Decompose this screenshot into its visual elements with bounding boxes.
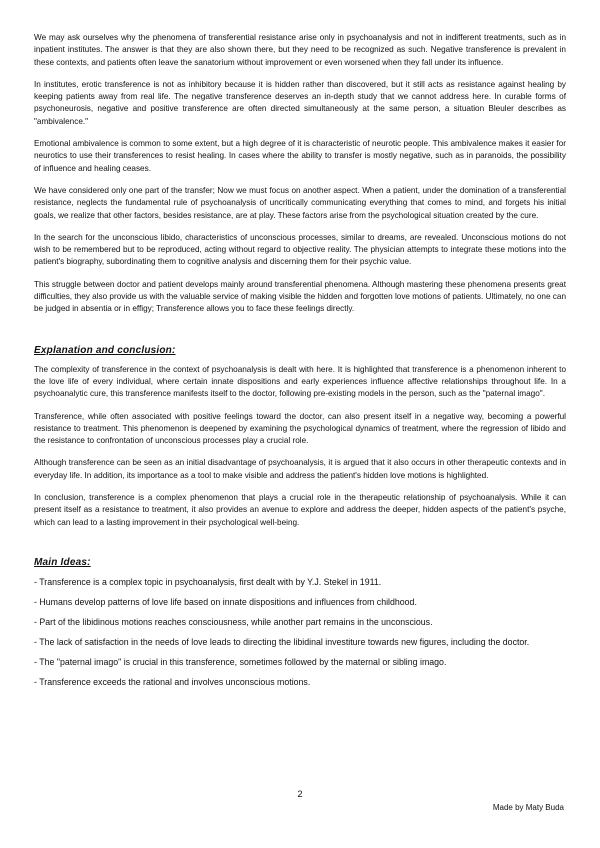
main-idea-item: - The lack of satisfaction in the needs of love leads to directing the libidinal investiture towards new figures, including the doctor. xyxy=(34,636,530,647)
explanation-paragraph: In conclusion, transference is a complex phenomenon that plays a crucial role in the therapeutic relationship of psychoanalysis. While it can present itself as a resistance to treatment, it also provides an avenue to explore and address the deeper, hidden aspects of the patient's psyche, which can lead to a lasting improvement in their psychological well-being. xyxy=(34,493,566,527)
author-credit: Made by Maty Buda xyxy=(492,803,564,812)
main-ideas-heading: Main Ideas: xyxy=(34,556,91,568)
explanation-paragraph: The complexity of transference in the context of psychoanalysis is dealt with here. It is highlighted that transference is a phenomenon inherent to the love life of every individual, where certain innate dispositions and early experiences influence affective relationships throughout life. In a psychoanalytic cure, this transference manifests itself to the doctor, following pre-existing models in the person, such as the "paternal imago". xyxy=(34,364,566,399)
body-paragraph: We have considered only one part of the transfer; Now we must focus on another aspect. When a patient, under the domination of a transferential resistance, neglects the fundamental rule of psychoanalysis of uncritically communicating everything that comes to mind, and forgets his initial goals, we realize that other factors, besides resistance, are at play. These factors arise from the psychological situation created by the cure. xyxy=(34,185,566,220)
explanation-paragraph: Although transference can be seen as an initial disadvantage of psychoanalysis, it is argued that it also occurs in other therapeutic contexts and in everyday life. In addition, its importance as a tool to make visible and address the patient's hidden love motions is highlighted. xyxy=(34,458,566,480)
main-idea-item: - Transference exceeds the rational and involves unconscious motions. xyxy=(34,676,311,687)
body-paragraph: In institutes, erotic transference is not as inhibitory because it is hidden rather than discovered, but it still acts as resistance against healing by keeping patients away from real life. The negative transference deserves an in-depth study that we cannot address here. In curable forms of psychoneurosis, negative and positive transference are often directed simultaneously at the same person, a situation Bleuler describes as "ambivalence." xyxy=(34,79,566,126)
body-paragraph: Emotional ambivalence is common to some extent, but a high degree of it is characteristic of neurotic people. This ambivalence makes it easier for neurotics to use their transferences to resist healing. In cases where the ability to transfer is mostly negative, such as in paranoids, the possibility of influence and healing ceases. xyxy=(34,139,566,173)
explanation-heading: Explanation and conclusion: xyxy=(34,344,176,356)
body-paragraph: We may ask ourselves why the phenomena of transferential resistance arise only in psychoanalysis and not in indifferent treatments, such as in inpatient institutes. The answer is that they are also shown there, but they need to be recognized as such. Negative transference is prevalent in these contexts, and patients often leave the sanatorium without improvement or even worsened when they fall under its influence. xyxy=(34,33,566,67)
document-content xyxy=(34,32,566,696)
main-idea-item: - Humans develop patterns of love life based on innate dispositions and influences from childhood. xyxy=(34,596,417,607)
main-ideas-list xyxy=(34,576,566,689)
main-idea-item: - Transference is a complex topic in psychoanalysis, first dealt with by Y.J. Stekel in 1911. xyxy=(34,576,382,587)
page-number: 2 xyxy=(297,789,303,799)
main-idea-item: - Part of the libidinous motions reaches consciousness, while another part remains in the unconscious. xyxy=(34,616,433,627)
explanation-paragraph: Transference, while often associated with positive feelings toward the doctor, can also present itself in a negative way, becoming a powerful resistance to treatment. This phenomenon is deepened by examining the psychological dynamics of treatment, where the regression of libido and the resistance to confrontation of unconscious processes play a crucial role. xyxy=(34,411,566,446)
body-paragraph: This struggle between doctor and patient develops mainly around transferential phenomena. Although mastering these phenomena presents great difficulties, they also provide us with the valuable service of making visible the hidden and forgotten love motions of patients. Ultimately, no one can be judged in absentia or in effigy; Transference allows you to face these feelings directly. xyxy=(34,279,566,314)
section-spacer xyxy=(34,539,566,557)
body-paragraph: In the search for the unconscious libido, characteristics of unconscious processes, similar to dreams, are revealed. Unconscious motions do not wish to be remembered but to be reproduced, acting without regard to objective reality. The physician attempts to integrate these motions into the patient's biography, subordinating them to cognitive analysis and discerning them for their psychic value. xyxy=(34,232,566,267)
main-idea-item: - The "paternal imago" is crucial in this transference, sometimes followed by the maternal or sibling imago. xyxy=(34,656,447,667)
section-spacer xyxy=(34,326,566,345)
